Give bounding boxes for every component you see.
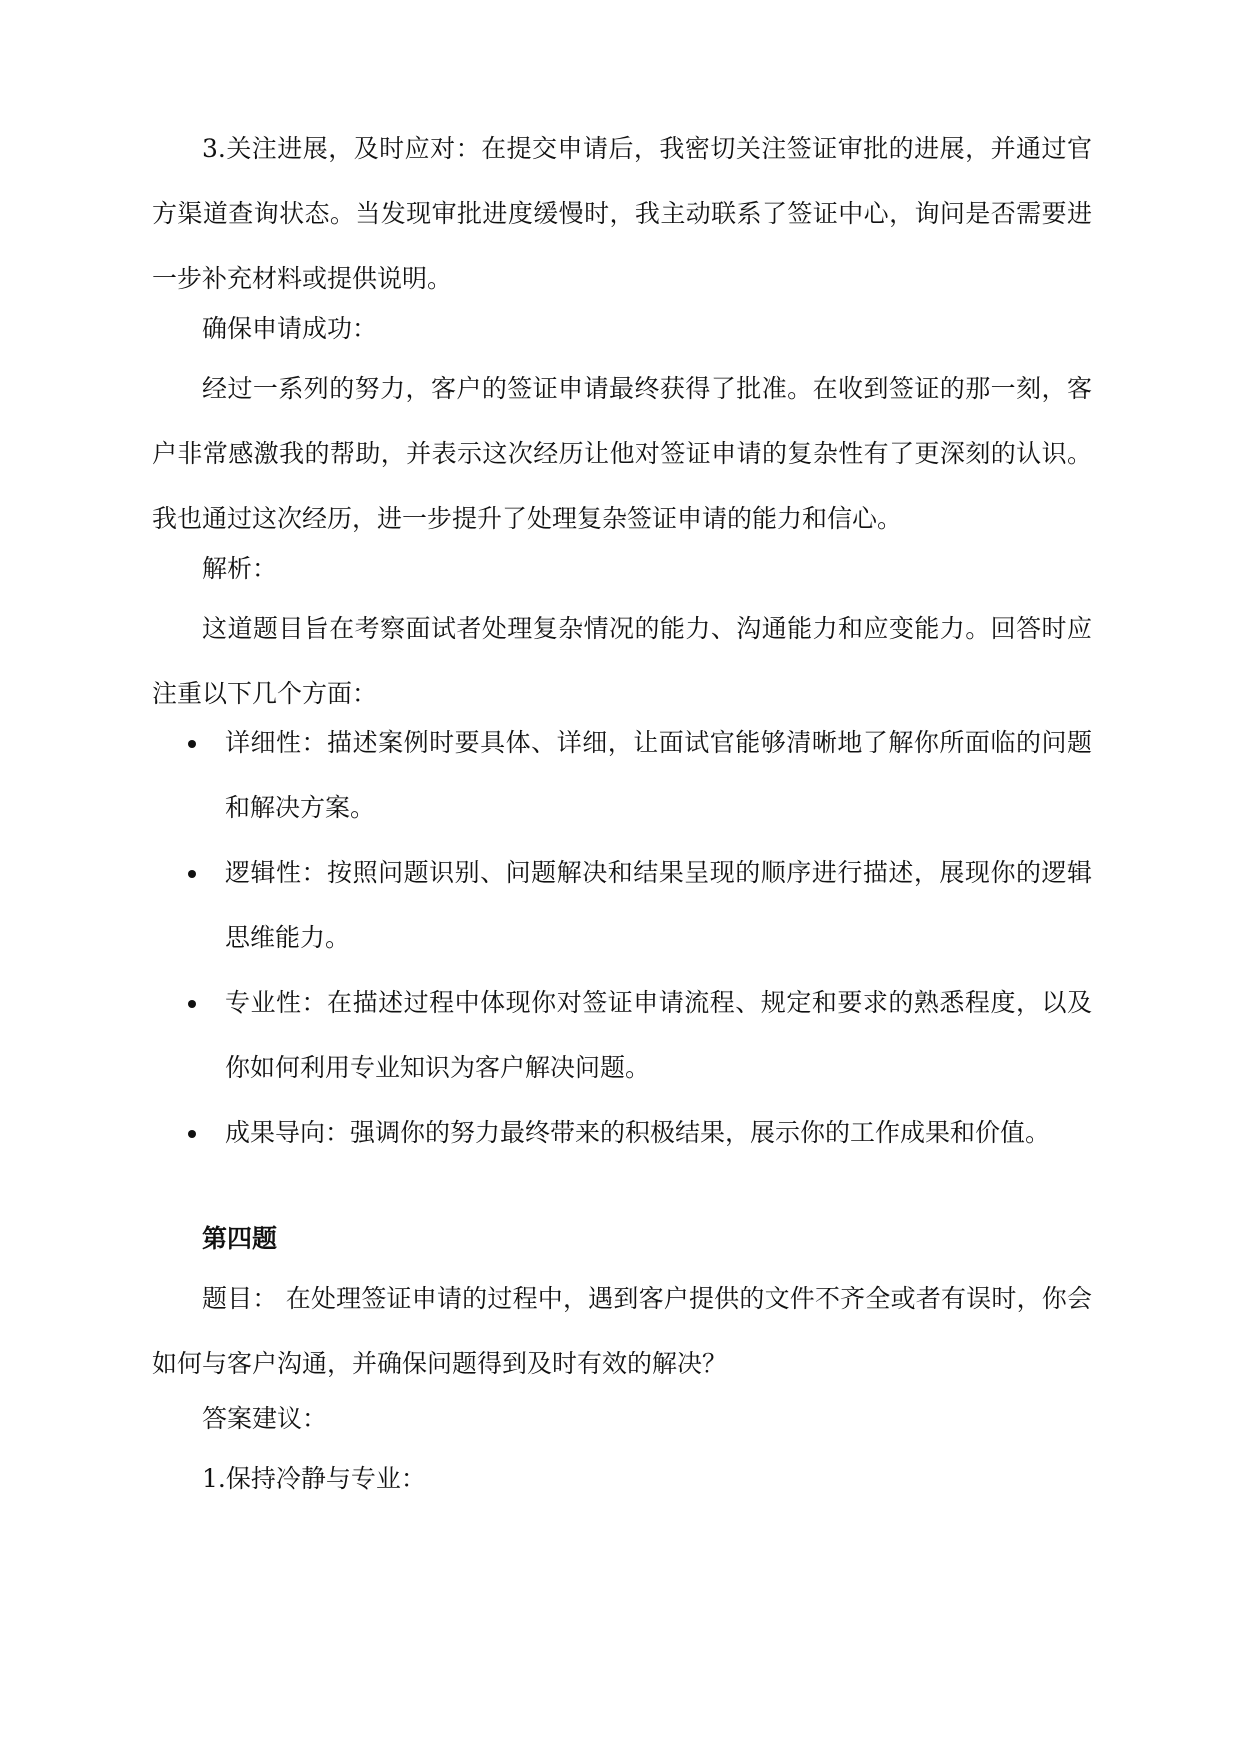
paragraph-answer-label: 答案建议： (202, 1404, 328, 1433)
bullet-dot-icon (188, 870, 196, 878)
bullet-item-results (152, 1100, 1092, 1165)
bullet-text: 成果导向：强调你的努力最终带来的积极结果，展示你的工作成果和价值。 (225, 1118, 1051, 1147)
paragraph-analysis-label: 解析： (202, 554, 278, 583)
section-heading: 第四题 (202, 1224, 278, 1253)
bullet-item-professional (152, 970, 1092, 1100)
paragraph-analysis: 这道题目旨在考察面试者处理复杂情况的能力、沟通能力和应变能力。回答时应注重以下几个方面： (152, 614, 1092, 708)
paragraph-follow-progress: 3.关注进展，及时应对：在提交申请后，我密切关注签证审批的进展，并通过官方渠道查询状态。当发现审批进度缓慢时，我主动联系了签证中心，询问是否需要进一步补充材料或提供说明。 (152, 134, 1092, 293)
bullet-dot-icon (188, 740, 196, 748)
paragraph-step-1: 1.保持冷静与专业： (202, 1464, 426, 1493)
paragraph-result: 经过一系列的努力，客户的签证申请最终获得了批准。在收到签证的那一刻，客户非常感激我的帮助，并表示这次经历让他对签证申请的复杂性有了更深刻的认识。我也通过这次经历，进一步提升了处理复杂签证申请的能力和信心。 (152, 374, 1092, 533)
bullet-list (152, 710, 1092, 1165)
paragraph-question: 题目： 在处理签证申请的过程中，遇到客户提供的文件不齐全或者有误时，你会如何与客户沟通，并确保问题得到及时有效的解决？ (152, 1284, 1092, 1378)
bullet-text: 逻辑性：按照问题识别、问题解决和结果呈现的顺序进行描述，展现你的逻辑思维能力。 (225, 858, 1092, 952)
bullet-item-logic (152, 840, 1092, 970)
paragraph-ensure-success-label: 确保申请成功： (202, 314, 378, 343)
bullet-dot-icon (188, 1000, 196, 1008)
bullet-text: 专业性：在描述过程中体现你对签证申请流程、规定和要求的熟悉程度，以及你如何利用专业知识为客户解决问题。 (225, 988, 1092, 1082)
bullet-text: 详细性：描述案例时要具体、详细，让面试官能够清晰地了解你所面临的问题和解决方案。 (225, 728, 1092, 822)
bullet-dot-icon (188, 1130, 196, 1138)
bullet-item-detail (152, 710, 1092, 840)
